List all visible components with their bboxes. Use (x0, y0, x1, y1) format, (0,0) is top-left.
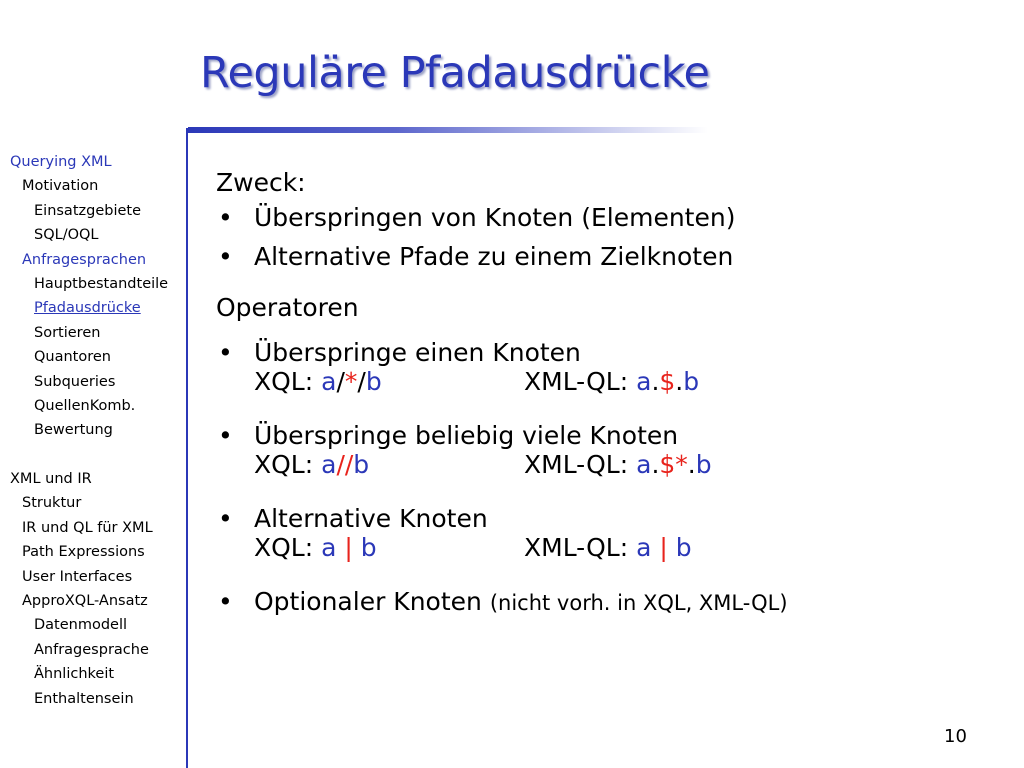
xql-sep: / (357, 367, 366, 396)
zweck-item (216, 242, 996, 271)
xmlql-node-a: a (636, 367, 652, 396)
xmlql-label: XML-QL: (524, 367, 637, 396)
sidebar-item[interactable]: Enthaltensein (34, 690, 134, 707)
xql-operator: // (336, 450, 354, 479)
operator-syntax (254, 450, 996, 486)
title-divider (188, 127, 708, 133)
bullet-icon: • (218, 242, 233, 271)
optional-node-item (216, 587, 996, 616)
xmlql-node-a: a (636, 533, 652, 562)
bullet-icon: • (218, 421, 233, 450)
sidebar-item[interactable]: User Interfaces (22, 568, 133, 585)
optional-node-note: (nicht vorh. in XQL, XML-QL) (489, 591, 788, 615)
sidebar-item[interactable]: Datenmodell (34, 617, 128, 634)
xmlql-node-b: b (695, 450, 712, 479)
xmlql-syntax (524, 450, 712, 479)
sidebar-item[interactable]: Path Expressions (22, 544, 145, 561)
xql-label: XQL: (254, 533, 322, 562)
xmlql-operator: | (659, 533, 668, 562)
operator-syntax (254, 533, 996, 569)
sidebar-item[interactable]: Hauptbestandteile (34, 276, 169, 293)
xmlql-node-a: a (636, 450, 652, 479)
slide-title: Reguläre Pfadausdrücke (200, 48, 710, 98)
slide-content (216, 168, 996, 616)
sidebar-divider (186, 128, 188, 768)
optional-node-label: Optionaler Knoten (254, 587, 482, 616)
xql-node-b: b (353, 450, 370, 479)
operator-item (216, 338, 996, 403)
xmlql-label: XML-QL: (524, 450, 637, 479)
bullet-icon: • (218, 504, 233, 533)
xmlql-syntax (524, 367, 699, 396)
zweck-heading: Zweck: (216, 168, 306, 197)
xmlql-syntax (524, 533, 692, 562)
zweck-item (216, 203, 996, 232)
xmlql-operator: $* (659, 450, 688, 479)
xql-sep: / (336, 367, 345, 396)
page-number: 10 (944, 726, 967, 747)
sidebar-spacer (10, 443, 186, 467)
xmlql-sep: . (675, 367, 684, 396)
sidebar-item[interactable]: IR und QL für XML (22, 519, 153, 536)
xql-operator: | (344, 533, 353, 562)
zweck-item-label: Überspringen von Knoten (Elementen) (254, 203, 736, 232)
xmlql-operator: $ (659, 367, 676, 396)
sidebar-item[interactable]: Bewertung (34, 422, 113, 439)
xql-syntax (254, 533, 377, 562)
operator-label: Alternative Knoten (254, 504, 488, 533)
xql-syntax (254, 450, 369, 479)
sidebar-item[interactable]: Sortieren (34, 324, 101, 341)
operator-label: Überspringe beliebig viele Knoten (254, 421, 679, 450)
bullet-icon: • (218, 338, 233, 367)
sidebar-item[interactable]: ApproXQL-Ansatz (22, 592, 148, 609)
sidebar-item[interactable]: QuellenKomb. (34, 398, 136, 415)
xql-node-a: a (321, 367, 337, 396)
xmlql-sep: . (687, 450, 696, 479)
xmlql-label: XML-QL: (524, 533, 637, 562)
sidebar-item[interactable]: Quantoren (34, 349, 111, 366)
xmlql-sep: . (651, 450, 660, 479)
xql-node-b: b (360, 533, 377, 562)
sidebar-group-querying-xml (10, 150, 186, 443)
xql-node-a: a (321, 533, 337, 562)
sidebar-nav (10, 150, 186, 711)
sidebar-item[interactable]: Struktur (22, 495, 82, 512)
sidebar-item[interactable]: Pfadausdrücke (34, 300, 141, 317)
sidebar-group-xml-und-ir (10, 467, 186, 711)
sidebar-item[interactable]: SQL/OQL (34, 227, 99, 244)
operator-label: Überspringe einen Knoten (254, 338, 581, 367)
xql-syntax (254, 367, 382, 396)
sidebar-item[interactable]: Anfragesprache (34, 641, 149, 658)
sidebar-item[interactable]: Querying XML (10, 154, 112, 170)
sidebar-item[interactable]: Ähnlichkeit (34, 666, 115, 683)
xql-node-b: b (365, 367, 382, 396)
operator-item (216, 504, 996, 569)
operator-item (216, 421, 996, 486)
bullet-icon: • (218, 587, 233, 616)
sidebar-item[interactable]: Subqueries (34, 373, 116, 390)
sidebar-item[interactable]: Einsatzgebiete (34, 202, 142, 219)
sidebar-item[interactable]: Motivation (22, 178, 99, 195)
sidebar-item[interactable]: XML und IR (10, 470, 92, 487)
xmlql-node-b: b (675, 533, 692, 562)
xql-label: XQL: (254, 367, 322, 396)
bullet-icon: • (218, 203, 233, 232)
sidebar-item[interactable]: Anfragesprachen (22, 251, 147, 268)
zweck-item-label: Alternative Pfade zu einem Zielknoten (254, 242, 734, 271)
xmlql-sep: . (651, 367, 660, 396)
xql-operator: * (344, 367, 358, 396)
operatoren-heading: Operatoren (216, 293, 359, 322)
xmlql-node-b: b (683, 367, 700, 396)
xql-label: XQL: (254, 450, 322, 479)
xql-sep (353, 533, 361, 562)
xmlql-sep (668, 533, 676, 562)
xql-node-a: a (321, 450, 337, 479)
operator-syntax (254, 367, 996, 403)
